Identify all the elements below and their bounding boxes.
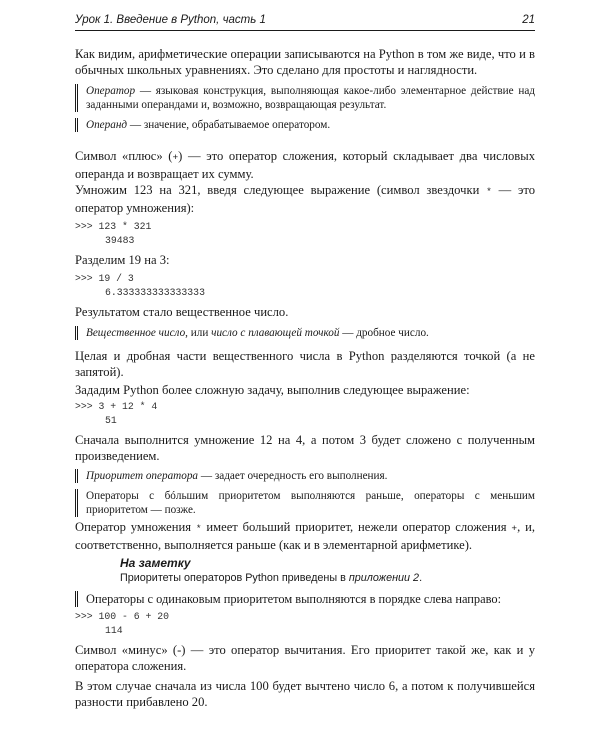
code-block-left-to-right <box>75 610 535 638</box>
book-page <box>75 14 535 709</box>
code-input: >>> 19 / 3 <box>75 273 134 284</box>
definition-operand: Операнд — значение, обрабатываемое оператором. <box>75 118 535 132</box>
note-text: Приоритеты операторов Python приведены в приложении 2. <box>120 572 423 584</box>
code-input: >>> 123 * 321 <box>75 221 152 232</box>
code-block-multiply <box>75 220 535 248</box>
paragraph-real-result: Результатом стало вещественное число. <box>75 305 289 319</box>
definition-priority-detail: Операторы с бóльшим приоритетом выполняются раньше, операторы с меньшим приоритетом — позже. <box>75 489 535 517</box>
appendix-reference: приложении 2 <box>348 572 420 584</box>
code-output: 39483 <box>105 235 135 246</box>
paragraph-evaluation-order: Сначала выполнится умножение 12 на 4, а потом 3 будет сложено с полученным произведением. <box>75 433 535 463</box>
code-output: 6.333333333333333 <box>105 287 205 298</box>
note-title: На заметку <box>120 556 191 570</box>
chapter-title: Урок 1. Введение в Python, часть 1 <box>75 14 266 26</box>
code-input: >>> 100 - 6 + 20 <box>75 611 170 622</box>
definition-operator: Оператор — языковая конструкция, выполняющая какое-либо элементарное действие над заданными операндами и, возможно, возвращающая результат. <box>75 84 535 112</box>
definition-same-priority: Операторы с одинаковым приоритетом выполняются в порядке слева направо: <box>75 591 535 607</box>
note-box <box>75 556 535 584</box>
page-number: 21 <box>522 14 535 26</box>
definition-real-number: Вещественное число, или число с плавающей точкой — дробное число. <box>75 326 535 340</box>
paragraph-plus-operator: Символ «плюс» (+) — это оператор сложения, который складывает два числовых операнда и возвращает их сумму. <box>75 149 535 181</box>
definition-priority: Приоритет оператора — задает очередность его выполнения. <box>75 469 535 483</box>
page-header <box>75 14 535 31</box>
code-output: 51 <box>105 415 117 426</box>
paragraph-divide: Разделим 19 на 3: <box>75 253 170 267</box>
paragraph-multiply-priority: Оператор умножения * имеет больший приоритет, нежели оператор сложения +, и, соответственно, выполняется раньше (как и в элементарной арифметике). <box>75 520 535 552</box>
paragraph-intro: Как видим, арифметические операции записываются на Python в том же виде, что и в обычных школьных уравнениях. Это сделано для простоты и наглядности. <box>75 47 535 77</box>
paragraph-complex-task: Зададим Python более сложную задачу, выполнив следующее выражение: <box>75 383 470 397</box>
code-block-divide <box>75 272 535 300</box>
code-input: >>> 3 + 12 * 4 <box>75 401 158 412</box>
paragraph-minus-operator: Символ «минус» (-) — это оператор вычитания. Его приоритет такой же, как и у оператора сложения. <box>75 643 535 673</box>
code-block-precedence <box>75 400 535 428</box>
paragraph-calculation-order: В этом случае сначала из числа 100 будет вычтено число 6, а потом к получившейся разности прибавлено 20. <box>75 679 535 709</box>
paragraph-multiply: Умножим 123 на 321, введя следующее выражение (символ звездочки * — это оператор умножения): <box>75 183 535 215</box>
paragraph-decimal-point: Целая и дробная части вещественного числа в Python разделяются точкой (а не запятой). <box>75 349 535 379</box>
code-output: 114 <box>105 625 123 636</box>
